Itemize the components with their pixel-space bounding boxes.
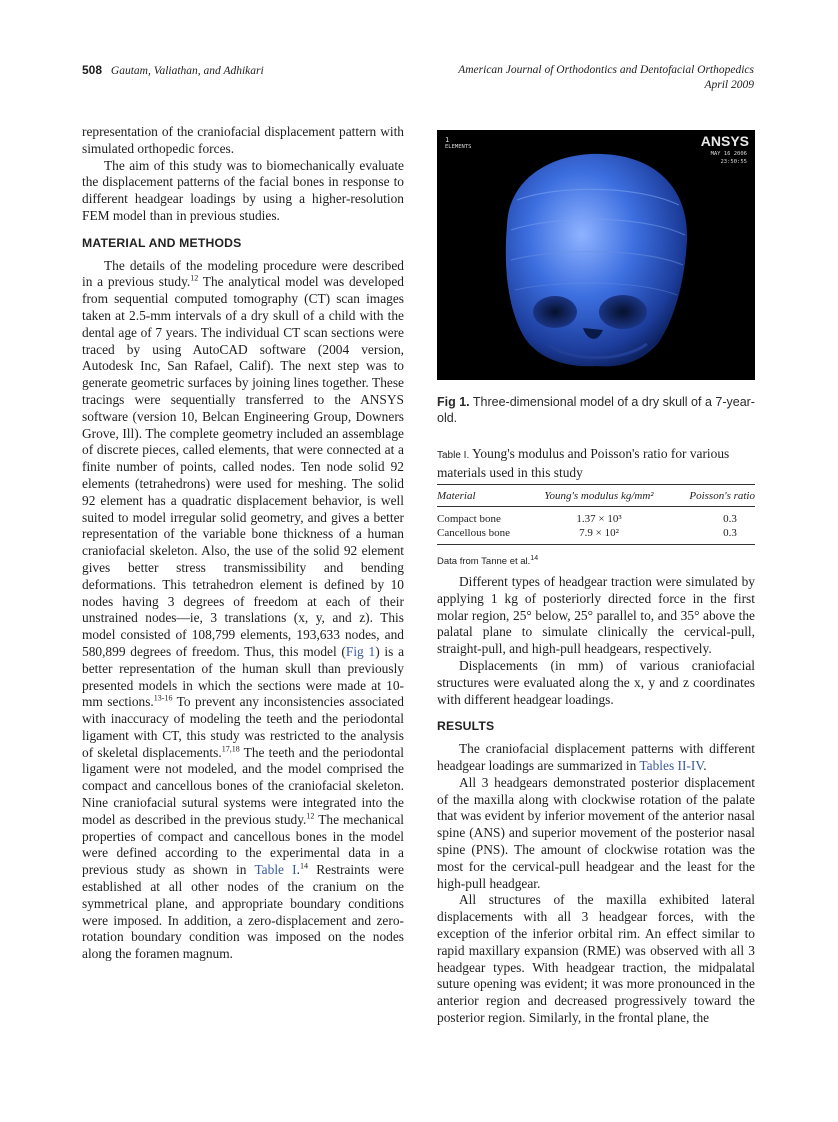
figure-link[interactable]: Fig 1 [345,643,376,659]
column-header: Material [437,485,533,507]
skull-model-image [437,130,755,380]
table-row: Cancellous bone 7.9 × 10² 0.3 [437,526,755,545]
table-row: Compact bone 1.37 × 10³ 0.3 [437,513,737,525]
journal-name: American Journal of Orthodontics and Dentofacial Orthopedics [458,64,754,76]
issue-date: April 2009 [704,79,754,91]
citation: 12 [190,273,199,283]
tables-link[interactable]: Tables II-IV [639,757,704,773]
paragraph: The craniofacial displacement patterns with different headgear loadings are summarized in Tables II-IV. [437,741,755,773]
table-footnote: Data from Tanne et al.$^{14}$ [437,555,539,568]
running-header-right [420,63,754,93]
section-heading: RESULTS [437,719,495,734]
figure-label-elements: ELEMENTS [445,144,472,150]
column-header: Poisson's ratio [665,485,755,507]
citation: 17,18 [221,744,240,754]
table-title: Table I. Young's modulus and Poisson's ratio for various materials used in this study [437,446,730,480]
right-column [437,574,755,1027]
citation: 14 [300,861,309,871]
table-young-modulus [437,484,755,545]
page-number: 508 [82,63,103,77]
column-header: Young's modulus kg/mm² [533,485,665,507]
left-column [82,124,404,963]
section-heading: MATERIAL AND METHODS [82,235,242,250]
figure-caption: Fig 1. Three-dimensional model of a dry skull of a 7-year-old. [437,395,755,425]
paragraph: Displacements (in mm) of various craniofacial structures were evaluated along the x, y and z coordinates with different headgear loadings. [437,657,755,707]
citation: 13-16 [153,693,173,703]
citation: 12 [306,811,315,821]
figure-time-stamp: 23:50:55 [720,159,747,165]
running-header-left [82,63,264,77]
figure-date-stamp: MAY 16 2006 [710,151,747,157]
paragraph: The aim of this study was to biomechanically evaluate the displacement patterns of the facial bones in response to different headgear loadings by using a higher-resolution FEM model than in previous studies. [82,157,404,223]
paragraph: Different types of headgear traction were simulated by applying 1 kg of posteriorly directed force in the first molar region, 25° below, 25° parallel to, and 35° above the palatal plane to simulate clinically the cervical-pull, straight-pull, and high-pull headgears, respectively. [437,574,755,657]
table-link[interactable]: Table I [254,862,297,878]
figure-skull-model [437,130,755,380]
paragraph: All 3 headgears demonstrated posterior displacement of the maxilla along with clockwise rotation of the palate that was evident by inferior movement of the anterior nasal spine (ANS) and superior movement of the posterior nasal spine (PNS). The amount of clockwise rotation was the most for the cervical-pull headgear and the least for the high-pull headgear. [437,774,755,891]
authors: Gautam, Valiathan, and Adhikari [110,65,264,77]
paragraph: All structures of the maxilla exhibited lateral displacements with all 3 headgear forces, with the exception of the inferior orbital rim. An effect similar to rapid maxillary expansion (RME) was observed with all 3 headgear types. With headgear traction, the midpalatal suture opening was evident; it was more pronounced in the anterior region and decreased progressively toward the posterior region. Similarly, in the frontal plane, the [437,892,755,1025]
figure-label-number: 1 [445,136,450,144]
paragraph: representation of the craniofacial displacement pattern with simulated orthopedic forces. [82,124,404,156]
paragraph: The details of the modeling procedure were described in a previous study.$^{12}$ The analytical model was developed from sequential computed tomography (CT) scan images taken at 2.5-mm intervals of a dry skull of a child with the dental age of 7 years. The individual CT scan sections were traced by using AutoCAD software (2004 version, Autodesk Inc, San Rafael, Calif). The next step was to generate geometric surfaces by joining lines together. These tracings were sequentially transferred to the ANSYS software (version 10, Belcan Engineering Group, Downers Grove, Ill). The complete geometry included an assemblage of discrete pieces, called elements, that were connected at a finite number of points, called nodes. Ten node solid 92 elements (tetrahedrons) were used for meshing. The solid 92 element has a quadratic displacement behavior, is well suited to model irregular solid geometry, and gives a better representation of the variable bone thickness of a human craniofacial skeleton. Also, the use of the solid 92 element gives better stress transmissibility and bending deformations. This tetrahedron element is defined by 10 nodes having 3 degrees of freedom at each of their unstrained nodes—ie, 3 translations (x, y, and z). This model consisted of 108,799 elements, 193,633 nodes, and 580,899 degrees of freedom. Thus, this model (Fig 1) is a better representation of the human skull than previously presented models in which the sections were made at 10-mm sections.$^{13-16}$ To prevent any inconsistencies associated with inaccuracy of modeling the teeth and the periodontal ligament with CT, this study was restricted to the analysis of skeletal displacements.$^{17,18}$ The teeth and the periodontal ligament were not modeled, and the model comprised the compact and cancellous bones of the craniofacial skeleton. Nine craniofacial sutural systems were integrated into the model as described in the previous study.$^{12}$ The mechanical properties of compact and cancellous bones in the model were defined according to the experimental data in a previous study as shown in Table I.$^{14}$ Restraints were established at all other nodes of the cranium on the symmetrical plane, and appropriate boundary conditions were imposed. In addition, a zero-displacement and zero-rotation boundary condition was imposed on the nodes along the foramen magnum. [82,257,405,962]
table-header-row [437,485,755,507]
ansys-logo: ANSYS [700,133,749,149]
